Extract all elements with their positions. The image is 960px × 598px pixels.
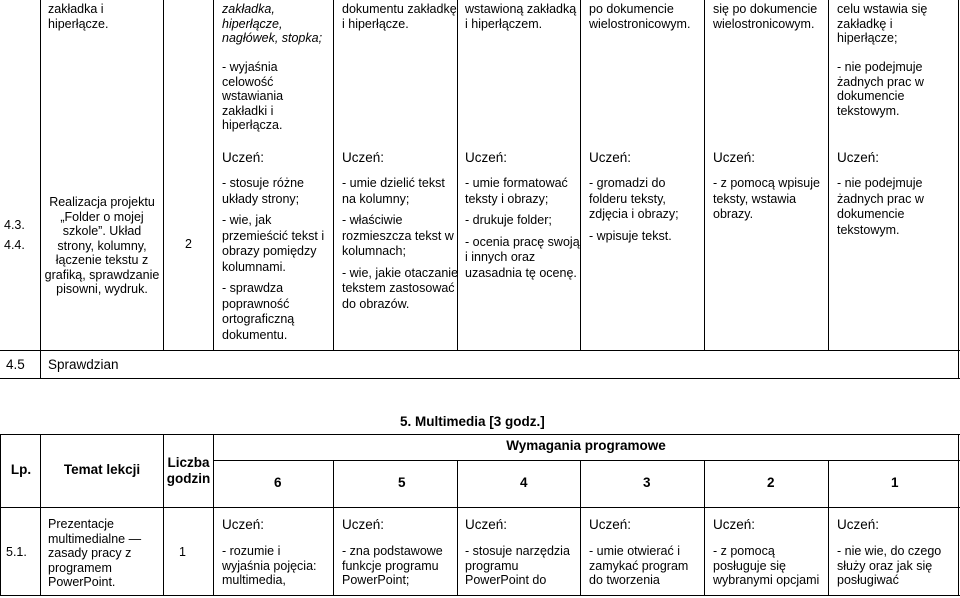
uczen-label: Uczeń: bbox=[589, 517, 632, 532]
uczen-label: Uczeń: bbox=[222, 150, 265, 165]
uczen-label: Uczeń: bbox=[465, 150, 508, 165]
grade-header: 2 bbox=[767, 475, 775, 490]
req-cell-grade2: - z pomocą posługuje się wybranymi opcjami bbox=[713, 544, 820, 587]
hours-header: Liczba godzin bbox=[166, 455, 211, 486]
req-cell-grade4: - umie formatować teksty i obrazy; - drukuje folder; - ocenia pracę swoją i innych oraz uzasadnia tę ocenę. bbox=[465, 176, 580, 280]
top-c7: się po dokumencie wielostronicowym. bbox=[713, 2, 818, 31]
uczen-label: Uczeń: bbox=[342, 517, 385, 532]
row-hours: 2 bbox=[185, 237, 192, 251]
top-c3b: - wyjaśnia celowość wstawiania zakładki i hiperłącza. bbox=[222, 60, 284, 132]
uczen-label: Uczeń: bbox=[713, 517, 756, 532]
grade-header: 5 bbox=[398, 475, 406, 490]
grade-header: 4 bbox=[520, 475, 528, 490]
row-lp: 4.3. 4.4. bbox=[4, 218, 25, 252]
req-cell-grade4: - stosuje narzędzia programu PowerPoint do bbox=[465, 544, 570, 587]
row-lp: 4.5 bbox=[6, 357, 25, 372]
uczen-label: Uczeń: bbox=[837, 150, 880, 165]
uczen-label: Uczeń: bbox=[465, 517, 508, 532]
grade-header: 3 bbox=[643, 475, 651, 490]
req-cell-grade6: - rozumie i wyjaśnia pojęcia: multimedia, bbox=[222, 544, 317, 587]
row-topic: Prezentacje multimedialne — zasady pracy z programem PowerPoint. bbox=[48, 517, 142, 589]
topic-header: Temat lekcji bbox=[63, 462, 141, 477]
grade-header: 6 bbox=[274, 475, 282, 490]
req-cell-grade6: - stosuje różne układy strony; - wie, jak przemieścić tekst i obrazy pomiędzy kolumnami. - sprawdza poprawność ortograficzną dokumentu. bbox=[222, 176, 325, 342]
top-c8: celu wstawia się zakładkę i hiperłącze; bbox=[837, 2, 928, 45]
req-cell-grade5: - zna podstawowe funkcje programu PowerPoint; bbox=[342, 544, 443, 587]
req-cell-grade5: - umie dzielić tekst na kolumny; - właściwie rozmieszcza tekst w kolumnach; - wie, jakie otaczanie tekstem zastosować do obrazów. bbox=[342, 176, 459, 311]
top-c4: dokumentu zakładkę i hiperłącze. bbox=[342, 2, 457, 31]
uczen-label: Uczeń: bbox=[837, 517, 880, 532]
req-cell-grade3: - umie otwierać i zamykać program do tworzenia bbox=[589, 544, 689, 587]
lp-header: Lp. bbox=[10, 462, 32, 477]
top-c3: zakładka, hiperłącze, nagłówek, stopka; bbox=[222, 2, 323, 45]
row-lp: 5.1. bbox=[6, 545, 27, 559]
uczen-label: Uczeń: bbox=[713, 150, 756, 165]
row-hours: 1 bbox=[179, 545, 186, 559]
grade-header: 1 bbox=[891, 475, 899, 490]
row-topic: Sprawdzian bbox=[48, 357, 119, 372]
req-cell-grade1: - nie podejmuje żadnych prac w dokumencie tekstowym. bbox=[837, 176, 924, 237]
uczen-label: Uczeń: bbox=[589, 150, 632, 165]
req-cell-grade1: - nie wie, do czego służy oraz jak się posługiwać bbox=[837, 544, 942, 587]
row-topic: Realizacja projektu „Folder o mojej szkole”. Układ strony, kolumny, łączenie tekstu z grafiką, sprawdzanie pisowni, wydruk. bbox=[44, 195, 160, 296]
top-c5: wstawioną zakładką i hiperłączem. bbox=[465, 2, 577, 31]
top-c1: zakładka i hiperłącze. bbox=[48, 2, 109, 31]
section-title: 5. Multimedia [3 godz.] bbox=[400, 414, 545, 429]
uczen-label: Uczeń: bbox=[342, 150, 385, 165]
req-cell-grade2: - z pomocą wpisuje teksty, wstawia obrazy. bbox=[713, 176, 820, 221]
requirements-header: Wymagania programowe bbox=[506, 438, 666, 453]
req-cell-grade3: - gromadzi do folderu teksty, zdjęcia i obrazy; - wpisuje tekst. bbox=[589, 176, 679, 243]
top-c8b: - nie podejmuje żadnych prac w dokumencie tekstowym. bbox=[837, 60, 924, 118]
uczen-label: Uczeń: bbox=[222, 517, 265, 532]
top-c6: po dokumencie wielostronicowym. bbox=[589, 2, 691, 31]
